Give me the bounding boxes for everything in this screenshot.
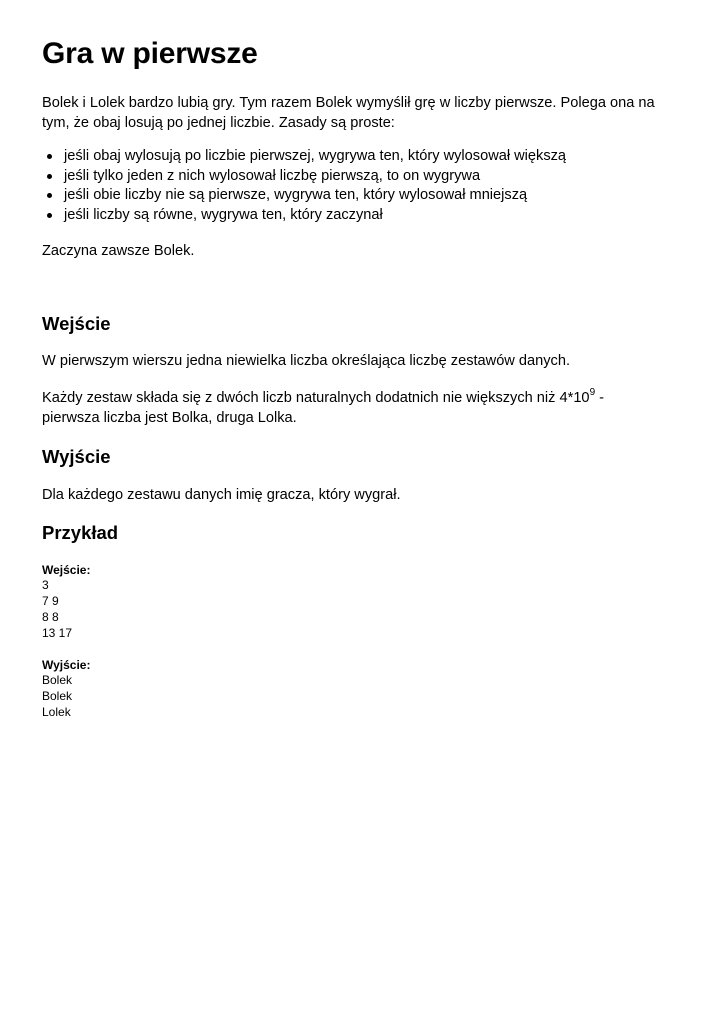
input-paragraph-2-dash: - [595,390,605,406]
example-output-line: Lolek [42,705,71,719]
example-input-line: 13 17 [42,626,73,640]
bullet-icon [47,213,52,218]
input-paragraph-1: W pierwszym wierszu jedna niewielka liczba określająca liczbę zestawów danych. [42,353,571,369]
rule-text: jeśli obaj wylosują po liczbie pierwszej, wygrywa ten, który wylosował większą [64,148,567,164]
example-output-block [42,672,72,720]
rule-text: jeśli tylko jeden z nich wylosował liczbę pierwszą, to on wygrywa [64,167,481,184]
example-input-line: 8 8 [42,610,59,624]
bullet-icon [47,174,52,179]
list-item [42,206,566,226]
page-title: Gra w pierwsze [42,37,258,70]
example-heading: Przykład [42,522,119,543]
input-paragraph-2-text: Każdy zestaw składa się z dwóch liczb naturalnych dodatnich nie większych niż 4*10 [42,390,590,406]
example-input-label: Wejście: [42,563,91,577]
rule-text: jeśli liczby są równe, wygrywa ten, który zaczynał [64,206,383,223]
rules-list [42,147,566,225]
exponent: 9 [589,387,596,399]
starter-paragraph: Zaczyna zawsze Bolek. [42,243,195,259]
rule-text: jeśli obie liczby nie są pierwsze, wygrywa ten, który wylosował mniejszą [64,187,528,203]
bullet-icon [47,193,52,198]
input-heading: Wejście [42,313,111,334]
example-output-line: Bolek [42,673,73,687]
example-input-line: 3 [42,578,49,592]
intro-paragraph: Bolek i Lolek bardzo lubią gry. Tym razem Bolek wymyślił grę w liczby pierwsze. Polega ona na tym, że obaj losują po jednej liczbie. Zasady są proste: [42,95,655,131]
bullet-icon [47,154,52,159]
output-paragraph: Dla każdego zestawu danych imię gracza, który wygrał. [42,487,401,503]
input-paragraph-2-line2: pierwsza liczba jest Bolka, druga Lolka. [42,410,297,426]
output-heading: Wyjście [42,446,111,467]
list-item [42,186,566,206]
example-output-line: Bolek [42,689,73,703]
example-output-label: Wyjście: [42,658,91,672]
example-input-line: 7 9 [42,594,59,608]
list-item [42,147,566,167]
input-paragraph-2 [42,388,682,428]
list-item [42,167,566,187]
example-input-block [42,577,72,641]
